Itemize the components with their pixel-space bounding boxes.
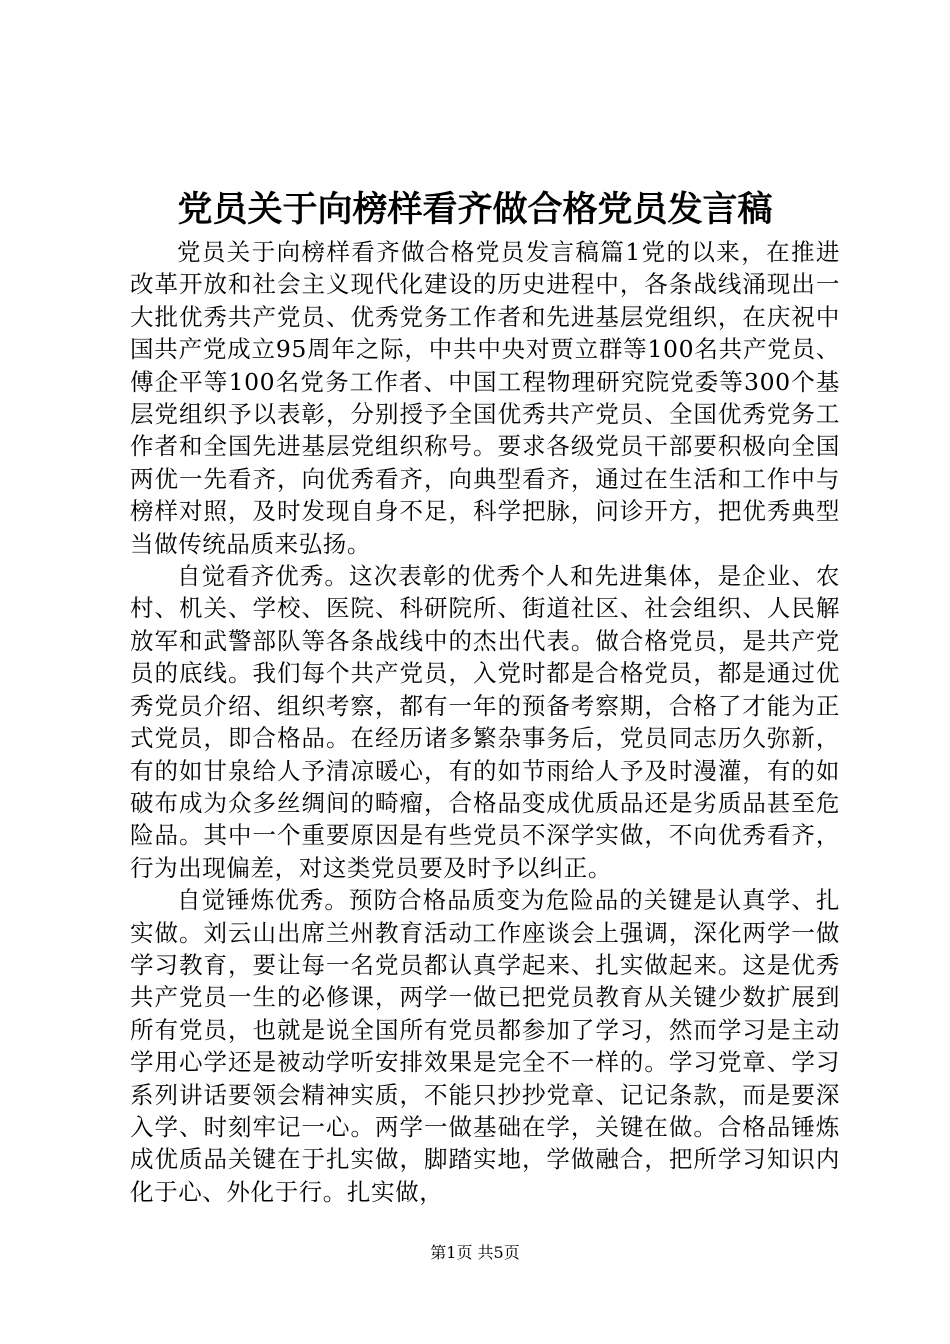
document-body <box>130 236 840 1208</box>
paragraph-1: 党员关于向榜样看齐做合格党员发言稿篇1党的以来，在推进改革开放和社会主义现代化建设的历史进程中，各条战线涌现出一大批优秀共产党员、优秀党务工作者和先进基层党组织，在庆祝中国共产党成立95周年之际，中共中央对贾立群等100名共产党员、傅企平等100名党务工作者、中国工程物理研究院党委等300个基层党组织予以表彰，分别授予全国优秀共产党员、全国优秀党务工作者和全国先进基层党组织称号。要求各级党员干部要积极向全国两优一先看齐，向优秀看齐，向典型看齐，通过在生活和工作中与榜样对照，及时发现自身不足，科学把脉，问诊开方，把优秀典型当做传统品质来弘扬。 <box>130 238 840 558</box>
paragraph-2: 自觉看齐优秀。这次表彰的优秀个人和先进集体，是企业、农村、机关、学校、医院、科研院所、街道社区、社会组织、人民解放军和武警部队等各条战线中的杰出代表。做合格党员，是共产党员的底线。我们每个共产党员，入党时都是合格党员，都是通过优秀党员介绍、组织考察，都有一年的预备考察期，合格了才能为正式党员，即合格品。在经历诸多繁杂事务后，党员同志历久弥新，有的如甘泉给人予清凉暖心，有的如节雨给人予及时漫灌，有的如破布成为众多丝绸间的畸瘤，合格品变成优质品还是劣质品甚至危险品。其中一个重要原因是有些党员不深学实做，不向优秀看齐，行为出现偏差，对这类党员要及时予以纠正。 <box>130 562 840 882</box>
paragraph-3: 自觉锤炼优秀。预防合格品质变为危险品的关键是认真学、扎实做。刘云山出席兰州教育活动工作座谈会上强调，深化两学一做学习教育，要让每一名党员都认真学起来、扎实做起来。这是优秀共产党员一生的必修课，两学一做已把党员教育从关键少数扩展到所有党员，也就是说全国所有党员都参加了学习，然而学习是主动学用心学还是被动学听安排效果是完全不一样的。学习党章、学习系列讲话要领会精神实质，不能只抄抄党章、记记条款，而是要深入学、时刻牢记一心。两学一做基础在学，关键在做。合格品锤炼成优质品关键在于扎实做，脚踏实地，学做融合，把所学习知识内化于心、外化于行。扎实做， <box>130 886 840 1206</box>
document-title: 党员关于向榜样看齐做合格党员发言稿 <box>177 189 773 230</box>
page-number: 第1页 共5页 <box>430 1243 520 1262</box>
